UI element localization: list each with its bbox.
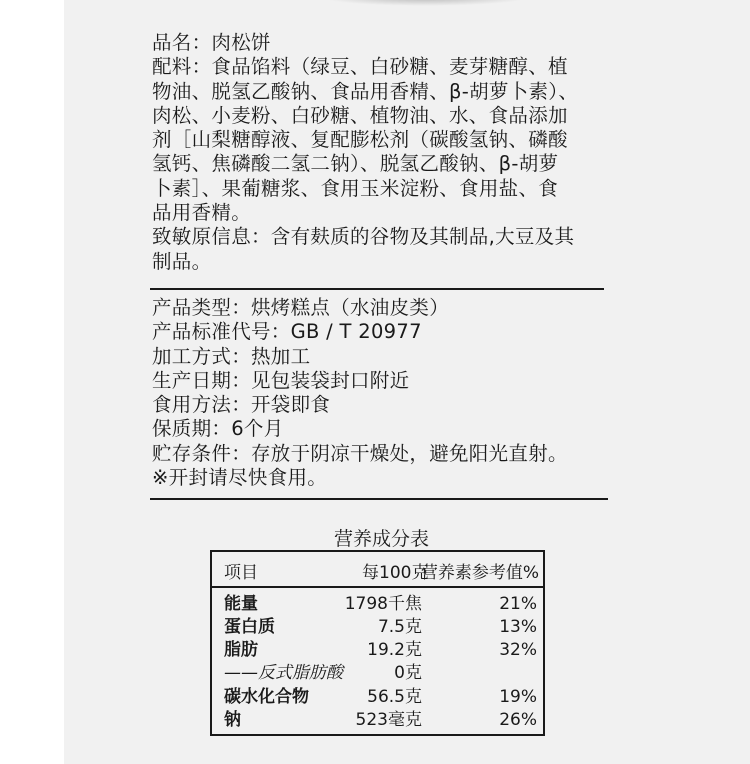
shelf-life: 保质期：6个月: [152, 417, 284, 441]
table-row: [212, 592, 543, 616]
nutrient-nrv: 13%: [499, 617, 537, 637]
divider: [150, 288, 604, 290]
opening-note: ※开封请尽快食用。: [152, 466, 328, 490]
nutrient-name: 能量: [224, 594, 258, 614]
nutrition-table-header: [212, 552, 543, 588]
nutrient-value: 19.2克: [367, 640, 422, 660]
header-per-100g: 每100克: [362, 563, 429, 583]
ingredients-line: 肉松、小麦粉、白砂糖、植物油、水、食品添加: [152, 103, 568, 127]
header-item: 项目: [224, 563, 258, 583]
header-nrv: 营养素参考值%: [420, 563, 539, 583]
nutrient-name: 钠: [224, 710, 241, 730]
nutrition-table-title: 营养成分表: [333, 528, 429, 550]
nutrient-value: 56.5克: [367, 687, 422, 707]
nutrient-value: 0克: [394, 663, 422, 683]
ingredients-line: 品用香精。: [152, 201, 252, 225]
nutrient-value: 1798千焦: [344, 594, 422, 614]
ingredients-line: 物油、脱氢乙酸钠、食品用香精、β-胡萝卜素）、: [152, 79, 579, 103]
table-row: [212, 615, 543, 639]
nutrient-nrv: 21%: [499, 594, 537, 614]
storage-conditions: 贮存条件：存放于阴凉干燥处，避免阳光直射。: [152, 441, 568, 465]
nutrient-name: 脂肪: [224, 640, 258, 660]
nutrient-name: ——反式脂肪酸: [224, 663, 343, 683]
table-row: [212, 661, 543, 685]
nutrient-name: 碳水化合物: [224, 687, 309, 707]
product-info-block: [152, 296, 612, 490]
standard-code: 产品标准代号：GB / T 20977: [152, 320, 422, 344]
production-date: 生产日期：见包装袋封口附近: [152, 368, 410, 392]
nutrient-nrv: 19%: [499, 687, 537, 707]
nutrient-name: 蛋白质: [224, 617, 275, 637]
ingredients-line: 配料：食品馅料（绿豆、白砂糖、麦芽糖醇、植: [152, 55, 568, 79]
usage-method: 食用方法：开袋即食: [152, 393, 331, 417]
ingredients-line: 卜素］、果葡糖浆、食用玉米淀粉、食用盐、食: [152, 176, 559, 200]
table-row: [212, 685, 543, 709]
ingredients-line: 氢钙、焦磷酸二氢二钠）、脱氢乙酸钠、β-胡萝: [152, 152, 559, 176]
allergen-info: 致敏原信息：含有麸质的谷物及其制品,大豆及其: [152, 225, 575, 249]
nutrient-nrv: 26%: [499, 710, 537, 730]
ingredients-block: [152, 31, 612, 274]
ingredients-line: 剂［山梨糖醇液、复配膨松剂（碳酸氢钠、磷酸: [152, 128, 568, 152]
nutrition-table: [210, 550, 545, 736]
nutrient-nrv: 32%: [499, 640, 537, 660]
allergen-info: 制品。: [152, 249, 212, 273]
divider: [150, 498, 608, 500]
processing-method: 加工方式：热加工: [152, 344, 311, 368]
table-row: [212, 708, 543, 732]
product-type: 产品类型：烘烤糕点（水油皮类）: [152, 296, 450, 319]
product-name: 品名：肉松饼: [152, 31, 271, 54]
nutrient-value: 523毫克: [355, 710, 422, 730]
table-row: [212, 638, 543, 662]
nutrient-value: 7.5克: [377, 617, 422, 637]
